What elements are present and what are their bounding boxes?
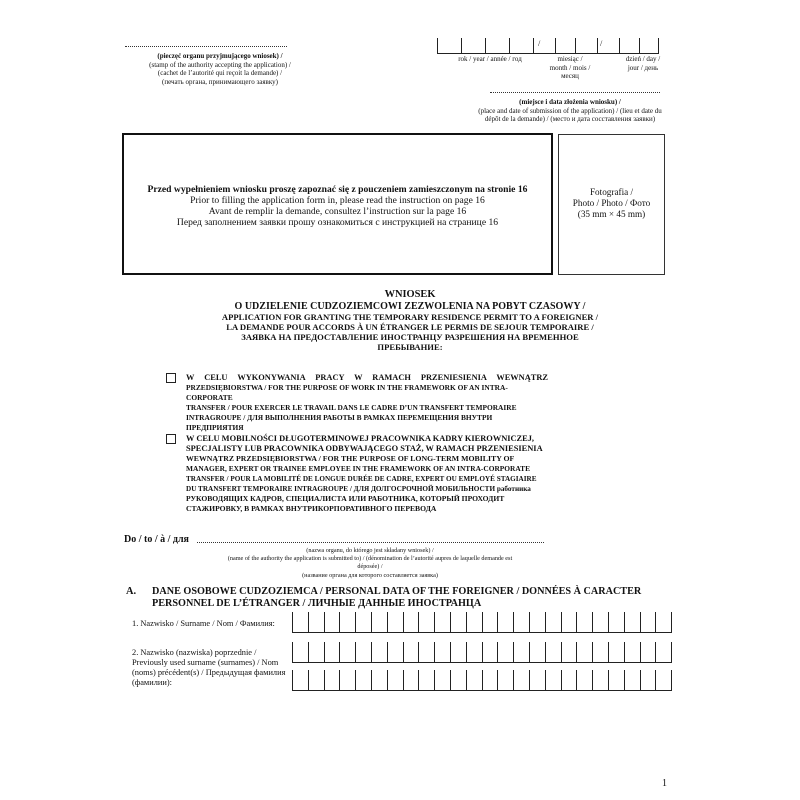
previous-surname-input-1-cell-divider [592, 642, 593, 663]
date-cell-divider [555, 38, 556, 54]
previous-surname-input-1-cell-divider [576, 642, 577, 663]
date-box-group[interactable] [437, 38, 659, 54]
date-cell-divider [485, 38, 486, 54]
previous-surname-input-2-cell-divider [513, 670, 514, 691]
date-cell-divider [437, 38, 438, 54]
previous-surname-input-2-cell-divider [640, 670, 641, 691]
previous-surname-input-2-cell-divider [497, 670, 498, 691]
stamp-caption-fr: (cachet de l’autorité qui reçoit la demande) / [157, 69, 283, 78]
date-cell-divider [575, 38, 576, 54]
date-cell-divider [658, 38, 659, 54]
previous-surname-input-2-cell-divider [592, 670, 593, 691]
date-box-bottom-line [437, 53, 659, 54]
previous-surname-label-3: (noms) précédent(s) / Предыдущая фамилия [132, 668, 286, 677]
photo-size: (35 mm × 45 mm) [577, 209, 646, 219]
date-month-caption: miesiąc / month / mois / месяц [549, 55, 591, 81]
previous-surname-input-1-cell-divider [466, 642, 467, 663]
date-cell-divider [461, 38, 462, 54]
previous-surname-input-1-cell-divider [308, 642, 309, 663]
stamp-caption-pl: (pieczęć organu przyjmującego wniosek) / [157, 52, 283, 60]
previous-surname-input-1-cell-divider [561, 642, 562, 663]
surname-input-cell-divider [355, 612, 356, 633]
option1-line5: ПРЕДПРИЯТИЯ [186, 423, 244, 432]
place-date-caption-pl: (miejsce i data złożenia wniosku) / [519, 98, 621, 106]
surname-input-cell-divider [497, 612, 498, 633]
previous-surname-input-1-cell-divider [371, 642, 372, 663]
date-cell-divider [597, 38, 598, 54]
previous-surname-input-2[interactable] [292, 670, 671, 691]
instruction-en: Prior to filling the application form in, please read the instruction on page 16 [190, 195, 485, 206]
previous-surname-input-1[interactable] [292, 642, 671, 663]
surname-input-cell-divider [371, 612, 372, 633]
previous-surname-input-2-cell-divider [450, 670, 451, 691]
title-ru: ЗАЯВКА НА ПРЕДОСТАВЛЕНИЕ ИНОСТРАНЦУ РАЗРЕШЕНИЯ НА ВРЕМЕННОЕ [241, 332, 579, 342]
title-fr: LA DEMANDE POUR ACCORDS À UN ÉTRANGER LE PERMIS DE SEJOUR TEMPORAIRE / [226, 322, 594, 332]
surname-input-cell-divider [339, 612, 340, 633]
previous-surname-input-2-cell-divider [292, 670, 293, 691]
previous-surname-label-1: 2. Nazwisko (nazwiska) poprzednie / [132, 648, 257, 657]
stamp-caption-ru: (печать органа, принимающего заявку) [162, 77, 278, 86]
option1-text [186, 373, 548, 433]
previous-surname-input-1-cell-divider [355, 642, 356, 663]
previous-surname-input-2-cell-divider [466, 670, 467, 691]
option1-line3: TRANSFER / POUR EXERCER LE TRAVAIL DANS LE CADRE D’UN TRANSFERT TEMPORAIRE [186, 403, 517, 412]
option2-line7: РУКОВОДЯЩИХ КАДРОВ, СПЕЦИАЛИСТА ИЛИ РАБОТНИКА, КОТОРЫЙ ПРОХОДИТ [186, 494, 505, 503]
previous-surname-input-1-cell-divider [608, 642, 609, 663]
previous-surname-input-2-cell-divider [529, 670, 530, 691]
date-year-caption: rok / year / année / год [458, 55, 522, 63]
surname-input-cell-divider [608, 612, 609, 633]
option2-line4: MANAGER, EXPERT OR TRAINEE EMPLOYEE IN THE FRAMEWORK OF AN INTRA-CORPORATE [186, 464, 531, 473]
previous-surname-input-2-cell-divider [434, 670, 435, 691]
previous-surname-input-1-cell-divider [292, 642, 293, 663]
surname-input-cell-divider [292, 612, 293, 633]
previous-surname-input-1-cell-divider [339, 642, 340, 663]
to-label: Do / to / à / для [124, 534, 189, 545]
previous-surname-input-2-cell-divider [324, 670, 325, 691]
surname-input-cell-divider [450, 612, 451, 633]
instruction-text [124, 184, 551, 228]
date-cell-divider [619, 38, 620, 54]
previous-surname-input-2-cell-divider [355, 670, 356, 691]
surname-input-cell-divider [529, 612, 530, 633]
to-caption [220, 547, 520, 580]
previous-surname-input-2-cell-divider [482, 670, 483, 691]
option2-line1: W CELU MOBILNOŚCI DŁUGOTERMINOWEJ PRACOWNIKA KADRY KIEROWNICZEJ, [186, 434, 535, 443]
previous-surname-input-2-cell-divider [671, 670, 672, 691]
surname-input-cell-divider [403, 612, 404, 633]
form-title [150, 289, 670, 352]
surname-input-cell-divider [387, 612, 388, 633]
previous-surname-input-1-cell-divider [640, 642, 641, 663]
surname-input-cell-divider [640, 612, 641, 633]
place-date-caption-fr-ru: dépôt de la demande) / (место и дата сосставления заявки) [484, 115, 656, 124]
previous-surname-input-2-cell-divider [339, 670, 340, 691]
title-pl: O UDZIELENIE CUDZOZIEMCOWI ZEZWOLENIA NA POBYT CZASOWY / [234, 301, 586, 312]
previous-surname-input-1-cell-divider [513, 642, 514, 663]
title-ru-2: ПРЕБЫВАНИЕ: [377, 342, 443, 352]
to-caption-ru: (название органа для которого составляется заявка) [302, 571, 438, 579]
surname-input-cell-divider [655, 612, 656, 633]
section-a-heading-2: PERSONNEL DE L’ÉTRANGER / ЛИЧНЫЕ ДАННЫЕ ИНОСТРАНЦА [152, 597, 482, 609]
previous-surname-input-2-cell-divider [418, 670, 419, 691]
date-day-caption: dzień / day / jour / день [625, 55, 661, 72]
surname-input-cell-divider [592, 612, 593, 633]
option2-text [186, 434, 548, 514]
surname-input-cell-divider [324, 612, 325, 633]
previous-surname-input-1-cell-divider [482, 642, 483, 663]
previous-surname-input-1-cell-divider [450, 642, 451, 663]
previous-surname-label-2: Previously used surname (surnames) / Nom [132, 658, 279, 667]
previous-surname-input-1-cell-divider [324, 642, 325, 663]
option1-line2: PRZEDSIĘBIORSTWA / FOR THE PURPOSE OF WORK IN THE FRAMEWORK OF AN INTRA-CORPORATE [186, 383, 508, 402]
previous-surname-input-1-cell-divider [671, 642, 672, 663]
section-a-letter: A. [126, 586, 137, 597]
surname-input-cell-divider [513, 612, 514, 633]
previous-surname-input-2-cell-divider [387, 670, 388, 691]
previous-surname-input-1-cell-divider [655, 642, 656, 663]
option2-line8: СТАЖИРОВКУ, В РАМКАХ ВНУТРИКОРПОРАТИВНОГО ПЕРЕВОДА [186, 504, 437, 513]
date-slash-2: / [600, 39, 603, 48]
to-caption-pl: (nazwa organu, do którego jest składany wniosek) / [306, 547, 434, 554]
section-a-heading [152, 586, 672, 609]
place-date-line [490, 92, 660, 93]
option2-line3: WEWNĄTRZ PRZEDSIĘBIORSTWA / FOR THE PURPOSE OF LONG-TERM MOBILITY OF [186, 454, 515, 463]
surname-input-cell-divider [308, 612, 309, 633]
photo-label-pl: Fotografia / [589, 187, 634, 197]
instruction-ru: Перед заполнением заявки прошу ознакомиться с инструкцией на странице 16 [176, 217, 499, 228]
previous-surname-input-2-cell-divider [608, 670, 609, 691]
place-date-caption-en: (place and date of submission of the application) / (lieu et date du [478, 106, 662, 115]
previous-surname-input-2-cell-divider [655, 670, 656, 691]
photo-text [559, 187, 664, 220]
page-number: 1 [662, 778, 667, 789]
title-en: APPLICATION FOR GRANTING THE TEMPORARY RESIDENCE PERMIT TO A FOREIGNER / [221, 312, 599, 322]
stamp-caption-en: (stamp of the authority accepting the application) / [149, 60, 291, 69]
previous-surname-input-1-cell-divider [418, 642, 419, 663]
previous-surname-input-2-cell-divider [576, 670, 577, 691]
instruction-fr: Avant de remplir la demande, consultez l’instruction sur la page 16 [208, 206, 467, 217]
photo-label-multi: Photo / Photo / Фото [572, 198, 651, 208]
option1-checkbox[interactable] [166, 373, 176, 383]
date-cell-divider [639, 38, 640, 54]
previous-surname-input-1-cell-divider [497, 642, 498, 663]
date-cell-divider [509, 38, 510, 54]
option2-checkbox[interactable] [166, 434, 176, 444]
previous-surname-input-2-cell-divider [371, 670, 372, 691]
option2-line2: SPECJALISTY LUB PRACOWNIKA ODBYWAJĄCEGO STAŻ, W RAMACH PRZENIESIENIA [186, 444, 543, 453]
previous-surname-input-1-cell-divider [403, 642, 404, 663]
surname-input-cell-divider [418, 612, 419, 633]
surname-input-cell-divider [624, 612, 625, 633]
instruction-pl: Przed wypełnieniem wniosku proszę zapoznać się z pouczeniem zamieszczonym na stronie 16 [147, 184, 528, 195]
previous-surname-input-1-cell-divider [624, 642, 625, 663]
previous-surname-input-2-cell-divider [403, 670, 404, 691]
option2-line5: TRANSFER / POUR LA MOBILITÉ DE LONGUE DURÉE DE CADRE, EXPERT OU EMPLOYÉ STAGIAIRE [186, 475, 537, 483]
previous-surname-input-1-cell-divider [545, 642, 546, 663]
to-authority-input[interactable] [197, 542, 544, 543]
surname-input[interactable] [292, 612, 671, 633]
surname-input-cell-divider [576, 612, 577, 633]
previous-surname-input-2-cell-divider [308, 670, 309, 691]
previous-surname-input-2-cell-divider [545, 670, 546, 691]
option1-line4: INTRAGROUPE / ДЛЯ ВЫПОЛНЕНИЯ РАБОТЫ В РАМКАХ ПЕРЕМЕЩЕНИЯ ВНУТРИ [186, 413, 493, 422]
surname-input-cell-divider [561, 612, 562, 633]
previous-surname-input-1-cell-divider [387, 642, 388, 663]
place-date-caption [440, 98, 700, 124]
surname-input-cell-divider [671, 612, 672, 633]
stamp-line [125, 46, 287, 47]
previous-surname-label [132, 648, 292, 688]
date-slash-1: / [538, 39, 541, 48]
title-wniosek: WNIOSEK [384, 289, 436, 300]
previous-surname-label-4: (фамилии): [132, 678, 172, 687]
previous-surname-input-1-cell-divider [529, 642, 530, 663]
previous-surname-input-2-cell-divider [561, 670, 562, 691]
previous-surname-input-2-cell-divider [624, 670, 625, 691]
surname-input-cell-divider [466, 612, 467, 633]
to-caption-en-fr: (name of the authority the application is submitted to) / (dénomination de l’autorité aupres de laquelle demande est déposée) / [227, 555, 513, 571]
surname-input-cell-divider [434, 612, 435, 633]
surname-input-cell-divider [545, 612, 546, 633]
option2-line6: DU TRANSFERT TEMPORAIRE INTRAGROUPE / ДЛЯ ДОЛГОСРОЧНОЙ МОБИЛЬНОСТИ работника [186, 485, 531, 493]
surname-input-cell-divider [482, 612, 483, 633]
surname-label: 1. Nazwisko / Surname / Nom / Фамилия: [132, 619, 275, 628]
date-cell-divider [533, 38, 534, 54]
option1-line1: W CELU WYKONYWANIA PRACY W RAMACH PRZENIESIENIA WEWNĄTRZ [186, 373, 548, 382]
stamp-caption [130, 52, 310, 86]
section-a-heading-1: DANE OSOBOWE CUDZOZIEMCA / PERSONAL DATA OF THE FOREIGNER / DONNÉES À CARACTER [152, 586, 642, 597]
previous-surname-input-1-cell-divider [434, 642, 435, 663]
